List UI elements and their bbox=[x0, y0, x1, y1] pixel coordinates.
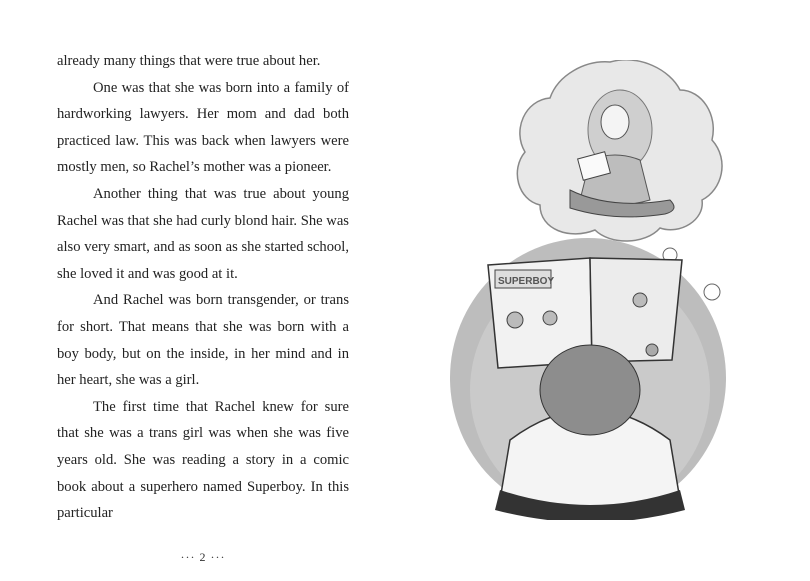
paragraph: The first time that Rachel knew for sure that she was a trans girl was when she was five years old. She was reading a story in a comic book about a superhero named Superboy. In this particular bbox=[57, 398, 349, 522]
paragraph: And Rachel was born transgender, or trans for short. That means that she was born with a boy body, but on the inside, in her mind and in her heart, she was a girl. bbox=[57, 292, 349, 389]
reading-scene bbox=[450, 238, 726, 520]
illustration-girl-reading-comic bbox=[440, 60, 780, 520]
book-page-text bbox=[57, 48, 349, 527]
left-page bbox=[57, 48, 349, 565]
paragraph: Another thing that was true about young Rachel was that she had curly blond hair. She was also very smart, and as soon as she started school, she loved it and was good at it. bbox=[57, 185, 349, 282]
paragraph: One was that she was born into a family of hardworking lawyers. Her mom and dad both practiced law. This was back when lawyers were mostly men, so Rachel’s mother was a pioneer. bbox=[57, 79, 349, 176]
comic-title: SUPERBOY bbox=[498, 276, 555, 287]
paragraph: already many things that were true about her. bbox=[57, 53, 321, 69]
page-number: ··· 2 ··· bbox=[180, 549, 226, 564]
